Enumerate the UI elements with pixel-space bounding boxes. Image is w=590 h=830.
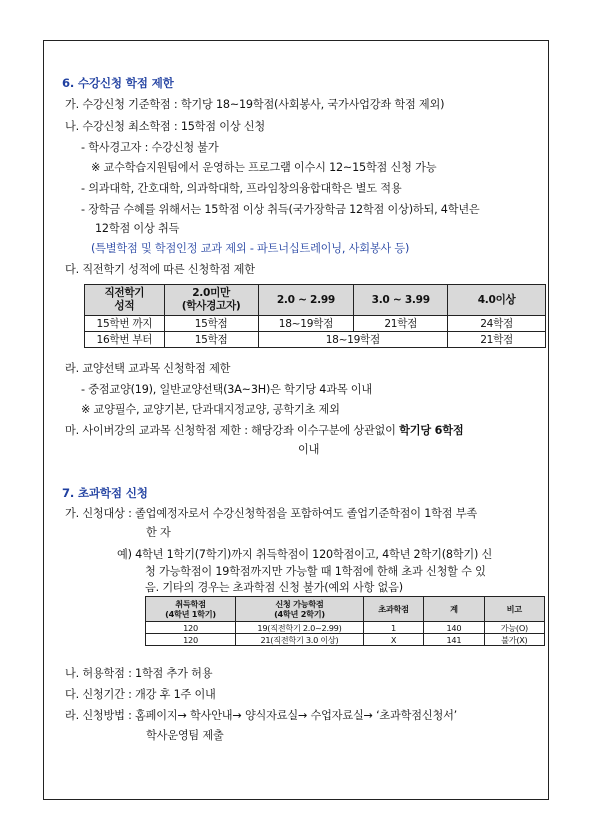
s7-item-da: 다. 신청기간 : 개강 후 1주 이내 (65, 688, 216, 701)
s7-ga-cont: 한 자 (146, 526, 171, 539)
table-header-row (85, 285, 546, 316)
credit-limit-table (84, 284, 546, 348)
s6-ra-sub-1: - 중점교양(19), 일반교양선택(3A~3H)은 학기당 4과목 이내 (81, 383, 372, 396)
s6-na-sub-3-cont: 12학점 이상 취득 (95, 222, 180, 235)
table-header-cell: 2.0 ~ 2.99 (258, 285, 354, 316)
table-cell-merged: 18~19학점 (258, 332, 448, 348)
table-cell: 가능(O) (484, 622, 544, 634)
s6-ma-text: 마. 사이버강의 교과목 신청학점 제한 : 해당강좌 이수구분에 상관없이 (65, 424, 400, 437)
s7-item-na: 나. 허용학점 : 1학점 추가 허용 (65, 667, 213, 680)
table-cell: 141 (424, 634, 484, 646)
s6-ma-bold: 학기당 6학점 (399, 424, 464, 437)
overload-example-table (145, 596, 545, 646)
s6-item-ma (65, 424, 463, 438)
table-row (146, 634, 545, 646)
s7-ra-cont: 학사운영팀 제출 (146, 729, 224, 742)
table-header-row (146, 597, 545, 622)
s6-na-blue-note: (특별학점 및 학점인정 교과 제외 - 파트너십트레이닝, 사회봉사 등) (91, 242, 410, 255)
table-cell: 18~19학점 (258, 316, 354, 332)
s6-item-ga: 가. 수강신청 기준학점 : 학기당 18~19학점(사회봉사, 국가사업강좌 학점 제외) (65, 98, 445, 111)
table-cell: 19(직전학기 2.0~2.99) (236, 622, 364, 634)
table-header-cell (164, 285, 258, 316)
section6-title: 6. 수강신청 학점 제한 (62, 76, 174, 90)
table-header-cell: 4.0이상 (448, 285, 546, 316)
header-text: 2.0미만 (학사경고자) (181, 287, 241, 312)
header-text: 취득학점 (4학년 1학기) (165, 599, 216, 619)
s7-example-2: 청 가능학점이 19학점까지만 가능할 때 1학점에 한해 초과 신청할 수 있 (145, 565, 486, 578)
table-header-cell: 비고 (484, 597, 544, 622)
table-cell: X (363, 634, 423, 646)
s6-na-note-asterisk: ※ 교수학습지원팀에서 운영하는 프로그램 이수시 12~15학점 신청 가능 (91, 161, 437, 174)
table-cell: 15학점 (164, 332, 258, 348)
table-header-cell: 3.0 ~ 3.99 (354, 285, 448, 316)
s6-item-na: 나. 수강신청 최소학점 : 15학점 이상 신청 (65, 120, 266, 133)
table-header-cell: 초과학점 (363, 597, 423, 622)
table-cell: 16학번 부터 (85, 332, 165, 348)
table-cell: 24학점 (448, 316, 546, 332)
table-row (146, 622, 545, 634)
s6-ma-cont: 이내 (298, 443, 320, 456)
s7-example-1: 예) 4학년 1학기(7학기)까지 취득학점이 120학점이고, 4학년 2학기(8학기) 신 (117, 548, 493, 561)
table-header-cell (236, 597, 364, 622)
table-cell: 1 (363, 622, 423, 634)
table-header-cell: 계 (424, 597, 484, 622)
s6-item-ra: 라. 교양선택 교과목 신청학점 제한 (65, 362, 231, 375)
table-row (85, 332, 546, 348)
s6-na-sub-3: - 장학금 수혜를 위해서는 15학점 이상 취득(국가장학금 12학점 이상)하되, 4학년은 (81, 203, 480, 216)
table-cell: 21학점 (354, 316, 448, 332)
s7-item-ra: 라. 신청방법 : 홈페이지→ 학사안내→ 양식자료실→ 수업자료실→ ‘초과학점신청서’ (65, 709, 458, 722)
table-cell: 15학점 (164, 316, 258, 332)
table-cell: 15학번 까지 (85, 316, 165, 332)
header-text: 직전학기 성적 (104, 287, 145, 312)
table-cell: 21학점 (448, 332, 546, 348)
table-cell: 불가(X) (484, 634, 544, 646)
table-cell: 140 (424, 622, 484, 634)
s7-item-ga: 가. 신청대상 : 졸업예정자로서 수강신청학점을 포함하여도 졸업기준학점이 1학점 부족 (65, 507, 477, 520)
s7-example-3: 음. 기타의 경우는 초과학점 신청 불가(예외 사항 없음) (145, 581, 403, 594)
section7-title: 7. 초과학점 신청 (62, 486, 148, 500)
s6-item-da: 다. 직전학기 성적에 따른 신청학점 제한 (65, 263, 255, 276)
table-header-cell (146, 597, 236, 622)
s6-na-sub-1: - 학사경고자 : 수강신청 불가 (81, 141, 219, 154)
table-header-cell (85, 285, 165, 316)
s6-na-sub-2: - 의과대학, 간호대학, 의과학대학, 프라임창의융합대학은 별도 적용 (81, 182, 402, 195)
table-row (85, 316, 546, 332)
header-text: 신청 가능학점 (4학년 2학기) (274, 599, 325, 619)
s6-ra-sub-2: ※ 교양필수, 교양기본, 단과대지정교양, 공학기초 제외 (81, 403, 340, 416)
table-cell: 120 (146, 634, 236, 646)
table-cell: 21(직전학기 3.0 이상) (236, 634, 364, 646)
table-cell: 120 (146, 622, 236, 634)
